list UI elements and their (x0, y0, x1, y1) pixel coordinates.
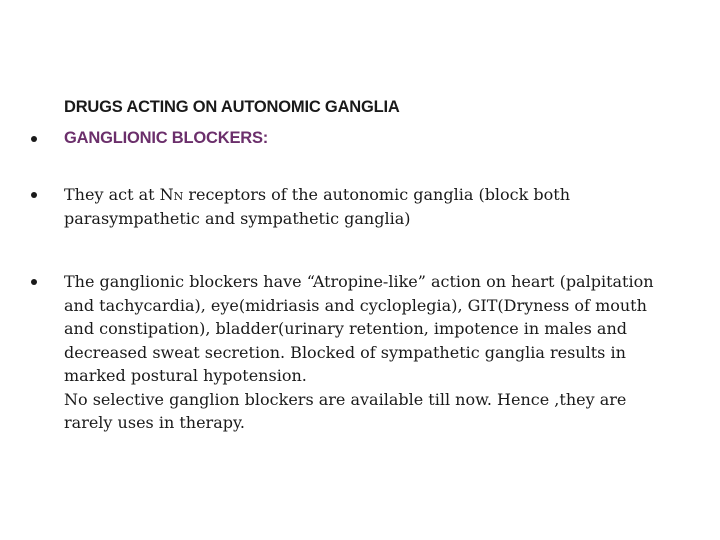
bullet-2-line: and constipation), bladder(urinary retention, impotence in males and (64, 319, 627, 338)
bullet-1-text-before: They act at N (64, 185, 174, 204)
slide-subtitle: GANGLIONIC BLOCKERS: (64, 129, 269, 147)
bullet-2-line: and tachycardia), eye(midriasis and cycloplegia), GIT(Dryness of mouth (64, 295, 647, 315)
bullet-2-line: marked postural hypotension. (64, 366, 307, 385)
bullet-dot-2 (31, 279, 37, 285)
bullet-1-line-1 (64, 183, 704, 207)
bullet-2-line: rarely uses in therapy. (64, 413, 245, 432)
bullet-2-line: decreased sweat secretion. Blocked of sympathetic ganglia results in (64, 342, 626, 362)
bullet-2 (64, 270, 704, 435)
slide-title: DRUGS ACTING ON AUTONOMIC GANGLIA (64, 98, 400, 116)
bullet-1-subscript: N (173, 190, 184, 203)
bullet-1-line-2: parasympathetic and sympathetic ganglia) (64, 208, 411, 228)
bullet-dot-1 (31, 192, 37, 198)
bullet-1 (64, 183, 704, 230)
bullet-dot-subtitle (31, 136, 37, 142)
bullet-2-line: No selective ganglion blockers are available till now. Hence ,they are (64, 389, 627, 409)
heading-block (64, 96, 400, 149)
bullet-1-text-after: receptors of the autonomic ganglia (block both (183, 185, 571, 204)
bullet-2-line: The ganglionic blockers have “Atropine-like” action on heart (palpitation (64, 272, 654, 291)
